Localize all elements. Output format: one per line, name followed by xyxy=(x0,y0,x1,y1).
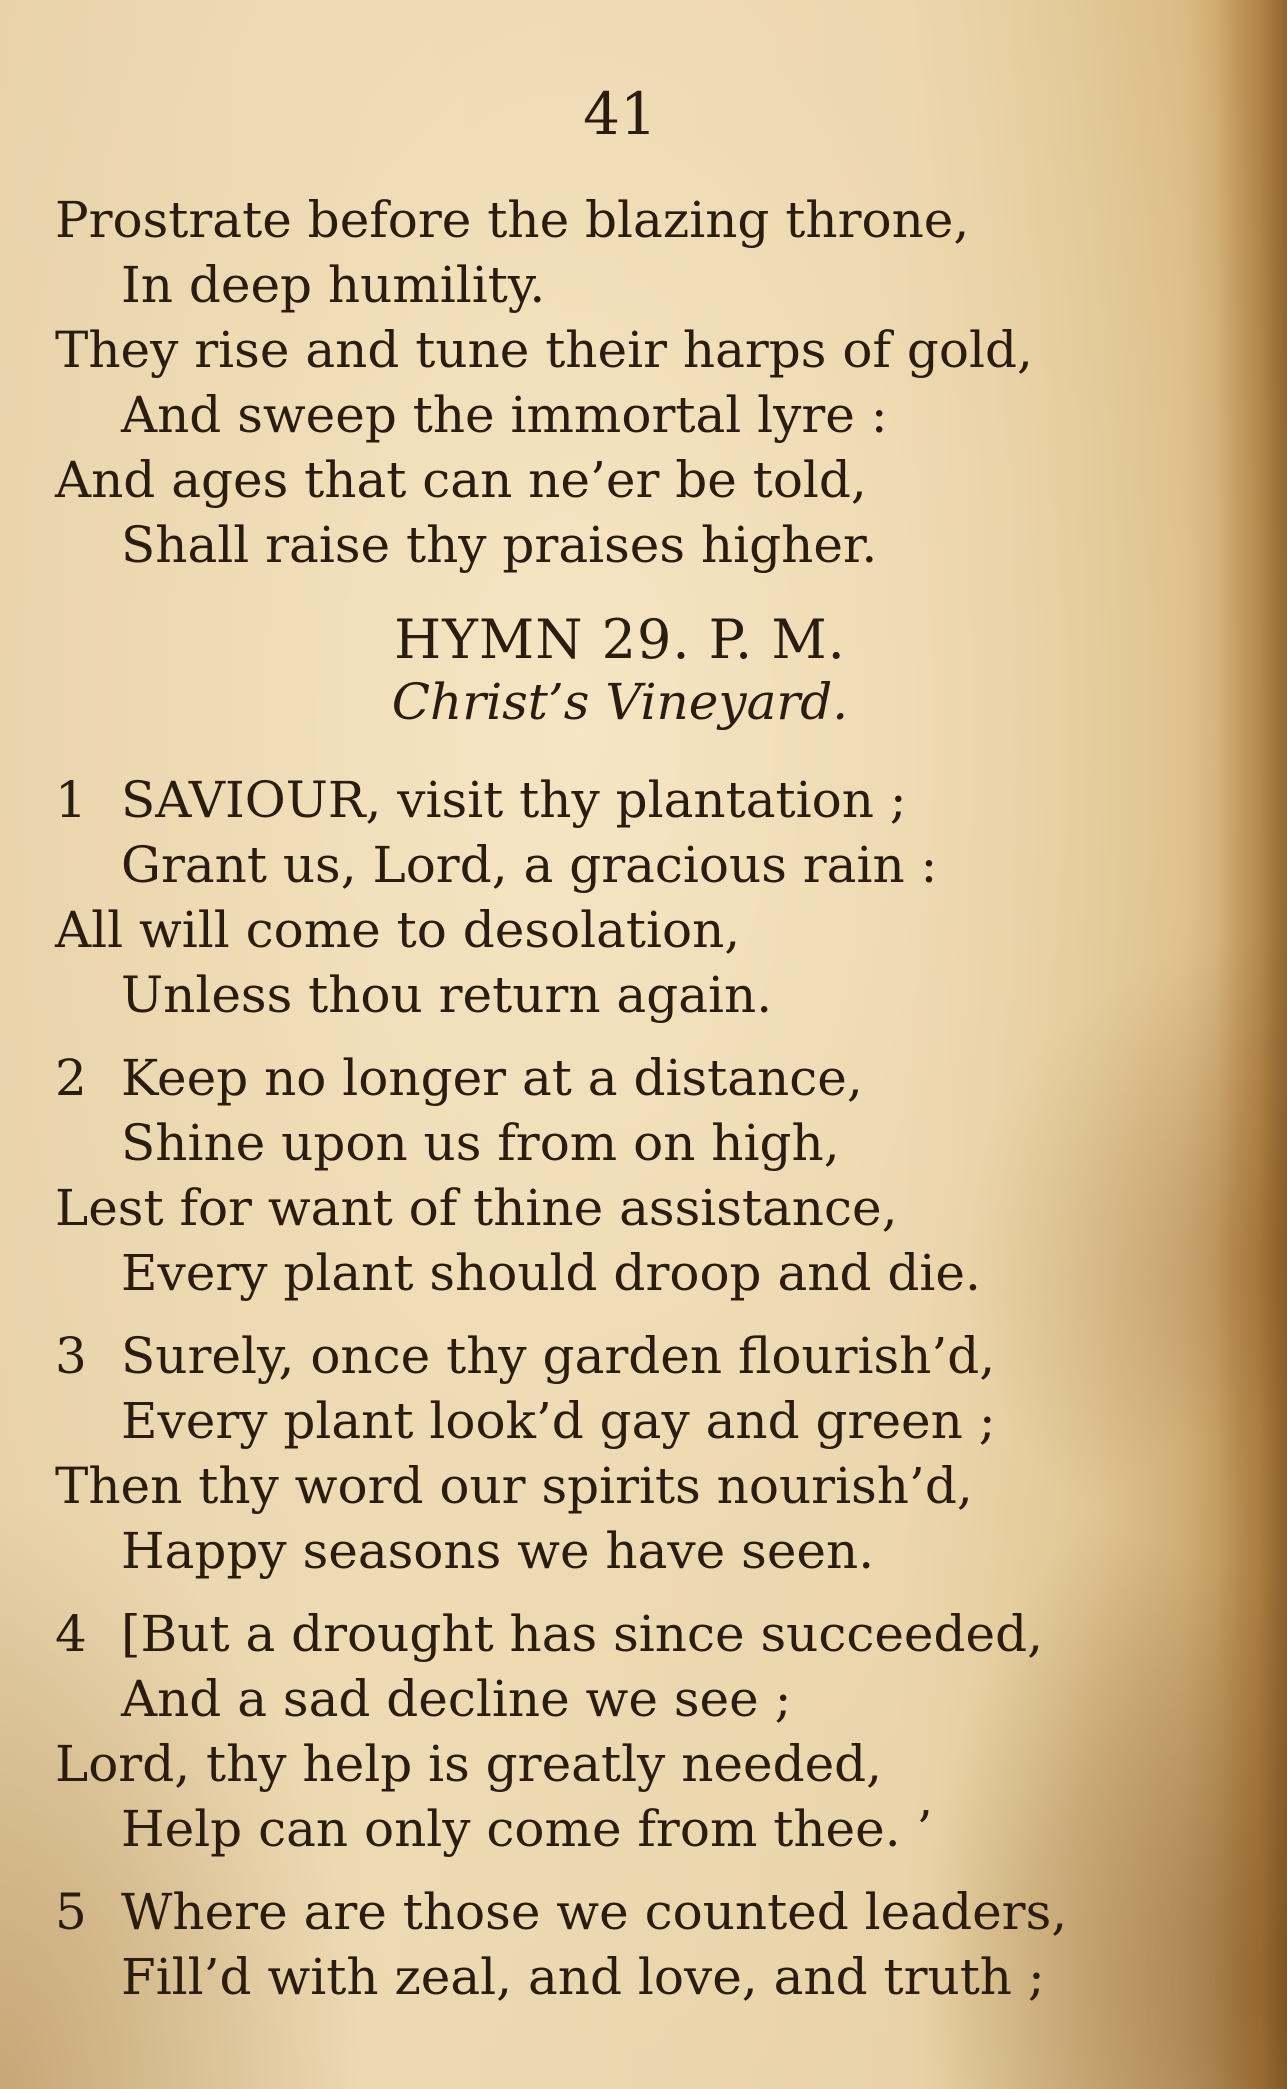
verse-line: Lord, thy help is greatly needed, xyxy=(55,1735,883,1793)
verse-line: Prostrate before the blazing throne, xyxy=(55,191,970,249)
verse-1 xyxy=(55,768,1205,1028)
page-number: 41 xyxy=(583,80,657,148)
verse-number: 3 xyxy=(55,1327,87,1385)
hymn-subtitle: Christ’s Vineyard. xyxy=(391,673,849,731)
previous-hymn-ending xyxy=(55,188,1205,578)
verse-line: Grant us, Lord, a gracious rain : xyxy=(121,836,938,894)
verse-number: 2 xyxy=(55,1049,87,1107)
verse-line: In deep humility. xyxy=(121,256,546,314)
verse-number: 4 xyxy=(55,1605,87,1663)
verse-line: SAVIOUR, visit thy plantation ; xyxy=(121,771,907,829)
verse-5 xyxy=(55,1880,1205,2010)
verse-line: Every plant should droop and die. xyxy=(121,1244,981,1302)
verse-line: Shine upon us from on high, xyxy=(121,1114,840,1172)
verse-line: Happy seasons we have seen. xyxy=(121,1522,875,1580)
verse-number: 1 xyxy=(55,771,87,829)
verse-line: Keep no longer at a distance, xyxy=(121,1049,863,1107)
verse-line: Unless thou return again. xyxy=(121,966,773,1024)
verse-line: And a sad decline we see ; xyxy=(121,1670,792,1728)
verse-line: Then thy word our spirits nourish’d, xyxy=(55,1457,973,1515)
verse-line: They rise and tune their harps of gold, xyxy=(55,321,1033,379)
verse-3 xyxy=(55,1324,1205,1584)
verse-2 xyxy=(55,1046,1205,1306)
verse-line: Every plant look’d gay and green ; xyxy=(121,1392,996,1450)
verse-line: Fill’d with zeal, and love, and truth ; xyxy=(121,1948,1045,2006)
page-edge-shadow xyxy=(1217,0,1287,2089)
verse-line: Surely, once thy garden flourish’d, xyxy=(121,1327,996,1385)
verse-line: Where are those we counted leaders, xyxy=(121,1883,1068,1941)
verse-4 xyxy=(55,1602,1205,1862)
verse-line: Lest for want of thine assistance, xyxy=(55,1179,898,1237)
verse-line: And ages that can ne’er be told, xyxy=(55,451,867,509)
verse-line: Help can only come from thee. ’ xyxy=(121,1800,933,1858)
verse-number: 5 xyxy=(55,1883,87,1941)
verse-line: And sweep the immortal lyre : xyxy=(121,386,888,444)
hymn-title: HYMN 29. P. M. xyxy=(394,608,846,671)
verse-line: All will come to desolation, xyxy=(55,901,741,959)
verse-line: [But a drought has since succeeded, xyxy=(121,1605,1043,1663)
verse-line: Shall raise thy praises higher. xyxy=(121,516,878,574)
